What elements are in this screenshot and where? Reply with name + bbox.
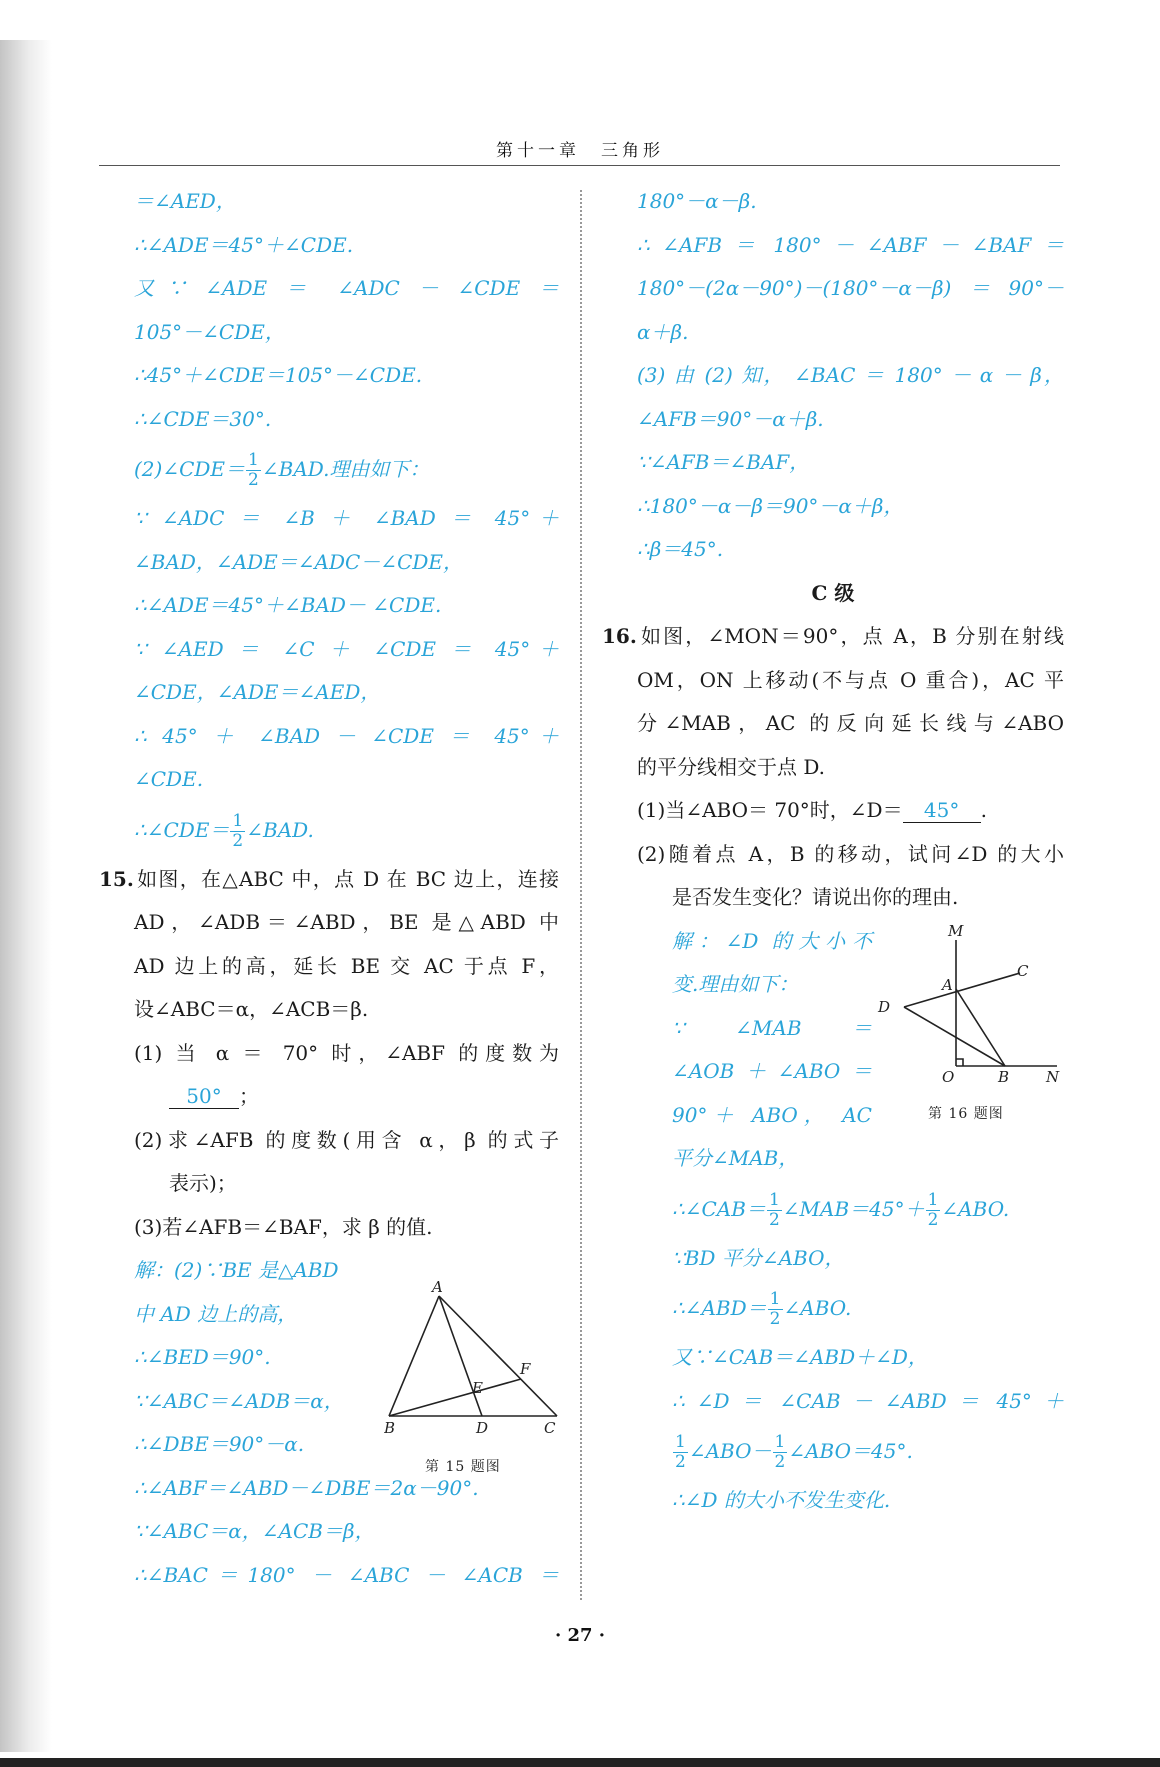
fraction: $\frac{1}{2}$ bbox=[768, 1189, 780, 1230]
bottom-bar bbox=[0, 1758, 1160, 1767]
question-15-stem: AD 边上的高，延长 BE 交 AC 于点 F， bbox=[134, 953, 559, 978]
question-15-part-3: (3)若∠AFB＝∠BAF，求 β 的值. bbox=[134, 1214, 433, 1239]
solution-line: ∠AFB＝90°－α＋β. bbox=[637, 406, 824, 431]
solution-line: ∴∠ABD＝ $\frac{1}{2}$ ∠ABO. bbox=[672, 1289, 852, 1329]
solution-line: ∴45°＋∠CDE＝105°－∠CDE. bbox=[134, 363, 423, 387]
solution-line: 105°－∠CDE， bbox=[134, 319, 285, 344]
solution-line: ∴∠ABF＝∠ABD－∠DBE＝2α－90°. bbox=[134, 1475, 479, 1500]
solution-line: 中 AD 边上的高， bbox=[134, 1301, 298, 1326]
solution-line: ∴ 45° ＋ ∠BAD － ∠CDE ＝ 45°＋ bbox=[134, 723, 559, 748]
solution-line: 又∵∠CAB＝∠ABD＋∠D， bbox=[672, 1345, 928, 1369]
fraction: $\frac{1}{2}$ bbox=[675, 1432, 686, 1472]
solution-line: ∴∠CDE＝30°. bbox=[134, 406, 272, 431]
level-heading: C 级 bbox=[811, 580, 855, 605]
label-D: D bbox=[476, 1419, 489, 1437]
solution-line: ＝∠AED， bbox=[134, 189, 236, 213]
solution-line: 180°－(2α－90°)－(180°－α－β)＝90°－ bbox=[637, 276, 1064, 300]
solution-line: ∴∠D 的大小不发生变化. bbox=[672, 1488, 891, 1512]
solution-line: 180°－α－β. bbox=[637, 189, 757, 213]
label-O: O bbox=[942, 1068, 955, 1086]
solution-line: 解：∠D 的大小不 bbox=[672, 928, 872, 953]
question-15-stem: 设∠ABC＝α，∠ACB＝β. bbox=[134, 997, 369, 1021]
figure-15 bbox=[384, 1278, 564, 1442]
question-15-part-2: 表示)； bbox=[169, 1171, 237, 1195]
solution-line: ∠BAD，∠ADE＝∠ADC－∠CDE， bbox=[134, 549, 464, 574]
header-rule bbox=[99, 165, 1060, 166]
solution-line: ∵ ∠AED ＝ ∠C ＋ ∠CDE ＝ 45°＋ bbox=[134, 636, 559, 661]
fraction: $\frac{1}{2}$ bbox=[927, 1189, 939, 1230]
solution-line: ∴∠ADE＝45°＋∠CDE. bbox=[134, 232, 354, 257]
label-M: M bbox=[948, 922, 964, 940]
solution-line: ∵ ∠ADC ＝ ∠B ＋ ∠BAD ＝ 45°＋ bbox=[134, 506, 559, 530]
answer-blank-line: 50° ； bbox=[99, 1075, 559, 1119]
solution-line: ∴∠DBE＝90°－α. bbox=[134, 1432, 305, 1456]
solution-line: ∵∠ABC＝α，∠ACB＝β， bbox=[134, 1519, 375, 1543]
figure-16 bbox=[870, 920, 1070, 1094]
fraction: $\frac{1}{2}$ bbox=[774, 1432, 786, 1472]
solution-line: α＋β. bbox=[637, 319, 689, 344]
chapter-title: 第十一章 三角形 bbox=[496, 141, 664, 161]
solution-line: ∴∠BAC＝180° － ∠ABC － ∠ACB ＝ bbox=[134, 1562, 559, 1587]
solution-line: ∵ ∠MAB ＝ bbox=[672, 1015, 872, 1040]
right-column bbox=[602, 180, 1064, 1523]
label-B: B bbox=[998, 1068, 1010, 1086]
question-16-stem: 分∠MAB，AC 的反向延长线与∠ABO bbox=[637, 711, 1064, 735]
question-16-stem: 16. 如图，∠MON＝90°，点 A，B 分别在射线 bbox=[602, 624, 1064, 648]
question-16-part-2: 是否发生变化？请说出你的理由. bbox=[672, 885, 959, 909]
label-E: E bbox=[472, 1379, 483, 1397]
question-16-part-2: (2)随着点 A，B 的移动，试问∠D 的大小 bbox=[637, 841, 1064, 866]
solution-line: ∴ ∠AFB ＝ 180° － ∠ABF － ∠BAF ＝ bbox=[637, 232, 1064, 257]
label-B: B bbox=[384, 1419, 396, 1437]
label-F: F bbox=[520, 1360, 531, 1378]
question-15-stem: 15. 如图，在△ABC 中，点 D 在 BC 边上，连接 bbox=[99, 866, 559, 891]
solution-line: (3) 由 (2) 知， ∠BAC ＝ 180° － α － β， bbox=[637, 363, 1064, 387]
fraction: $\frac{1}{2}$ bbox=[232, 810, 244, 851]
solution-line: 平分∠MAB， bbox=[672, 1146, 799, 1170]
question-15-stem: AD，∠ADB＝∠ABD，BE 是△ABD 中 bbox=[134, 910, 559, 934]
solution-line: ∴β＝45°. bbox=[637, 537, 724, 561]
solution-line: 90°＋ ABO， AC bbox=[672, 1102, 872, 1127]
solution-line: ∴∠CDE＝ $\frac{1}{2}$ ∠BAD. bbox=[134, 810, 314, 851]
solution-line: ∴ ∠D ＝ ∠CAB － ∠ABD ＝ 45° ＋ bbox=[672, 1388, 1064, 1413]
solution-line: ∵∠ABC＝∠ADB＝α， bbox=[134, 1388, 344, 1413]
solution-line: ∴∠CAB＝ $\frac{1}{2}$ ∠MAB＝45°＋ $\frac{1}{2}$ ∠ABO. bbox=[672, 1189, 1010, 1230]
answer-blank: 45° bbox=[903, 798, 981, 823]
solution-line: ∵∠AFB＝∠BAF， bbox=[637, 450, 810, 474]
answer-blank: 50° bbox=[169, 1084, 239, 1109]
label-N: N bbox=[1046, 1068, 1060, 1086]
label-A: A bbox=[942, 976, 953, 994]
fraction: $\frac{1}{2}$ bbox=[769, 1289, 781, 1329]
question-16-stem: OM，ON 上移动(不与点 O 重合)，AC 平 bbox=[637, 667, 1064, 692]
solution-line: 解：(2)∵BE 是△ABD bbox=[134, 1258, 339, 1282]
solution-line: (2)∠CDE＝ $\frac{1}{2}$ ∠BAD.理由如下： bbox=[134, 450, 430, 490]
solution-line: 又∵ ∠ADE ＝ ∠ADC － ∠CDE ＝ bbox=[134, 276, 559, 300]
page-number: · 27 · bbox=[554, 1625, 606, 1646]
figure-16-caption: 第 16 题图 bbox=[928, 1106, 1004, 1122]
fraction: $\frac{1}{2}$ bbox=[248, 450, 259, 490]
label-A: A bbox=[432, 1278, 443, 1296]
solution-line: ∵BD 平分∠ABO， bbox=[672, 1245, 845, 1270]
column-divider bbox=[580, 190, 582, 1600]
solution-line: ∴180°－α－β＝90°－α＋β， bbox=[637, 493, 904, 518]
question-16-part-1: (1)当∠ABO＝ 70°时，∠D＝ 45° . bbox=[637, 798, 987, 822]
solution-line: ∴∠ADE＝45°＋∠BAD－ ∠CDE. bbox=[134, 593, 442, 617]
label-C: C bbox=[1017, 962, 1029, 980]
label-D: D bbox=[878, 998, 891, 1016]
figure-15-caption: 第 15 题图 bbox=[425, 1459, 501, 1475]
question-15-part-2: (2)求∠AFB 的度数(用含 α，β 的式子 bbox=[134, 1127, 559, 1152]
solution-line: ∴∠BED＝90°. bbox=[134, 1345, 271, 1369]
solution-line: $\frac{1}{2}$ ∠ABO－ $\frac{1}{2}$ ∠ABO＝45°. bbox=[675, 1432, 913, 1472]
page-shadow bbox=[0, 40, 52, 1752]
solution-line: ∠CDE. bbox=[134, 767, 204, 791]
question-16-stem: 的平分线相交于点 D. bbox=[637, 754, 826, 779]
solution-line: ∠CDE，∠ADE＝∠AED， bbox=[134, 680, 381, 704]
solution-line: ∠AOB＋∠ABO＝ bbox=[672, 1059, 872, 1083]
label-C: C bbox=[544, 1419, 556, 1437]
solution-line: 变.理由如下： bbox=[672, 972, 799, 996]
question-15-part-1: (1) 当 α ＝ 70° 时，∠ABF 的度数为 bbox=[134, 1040, 559, 1065]
